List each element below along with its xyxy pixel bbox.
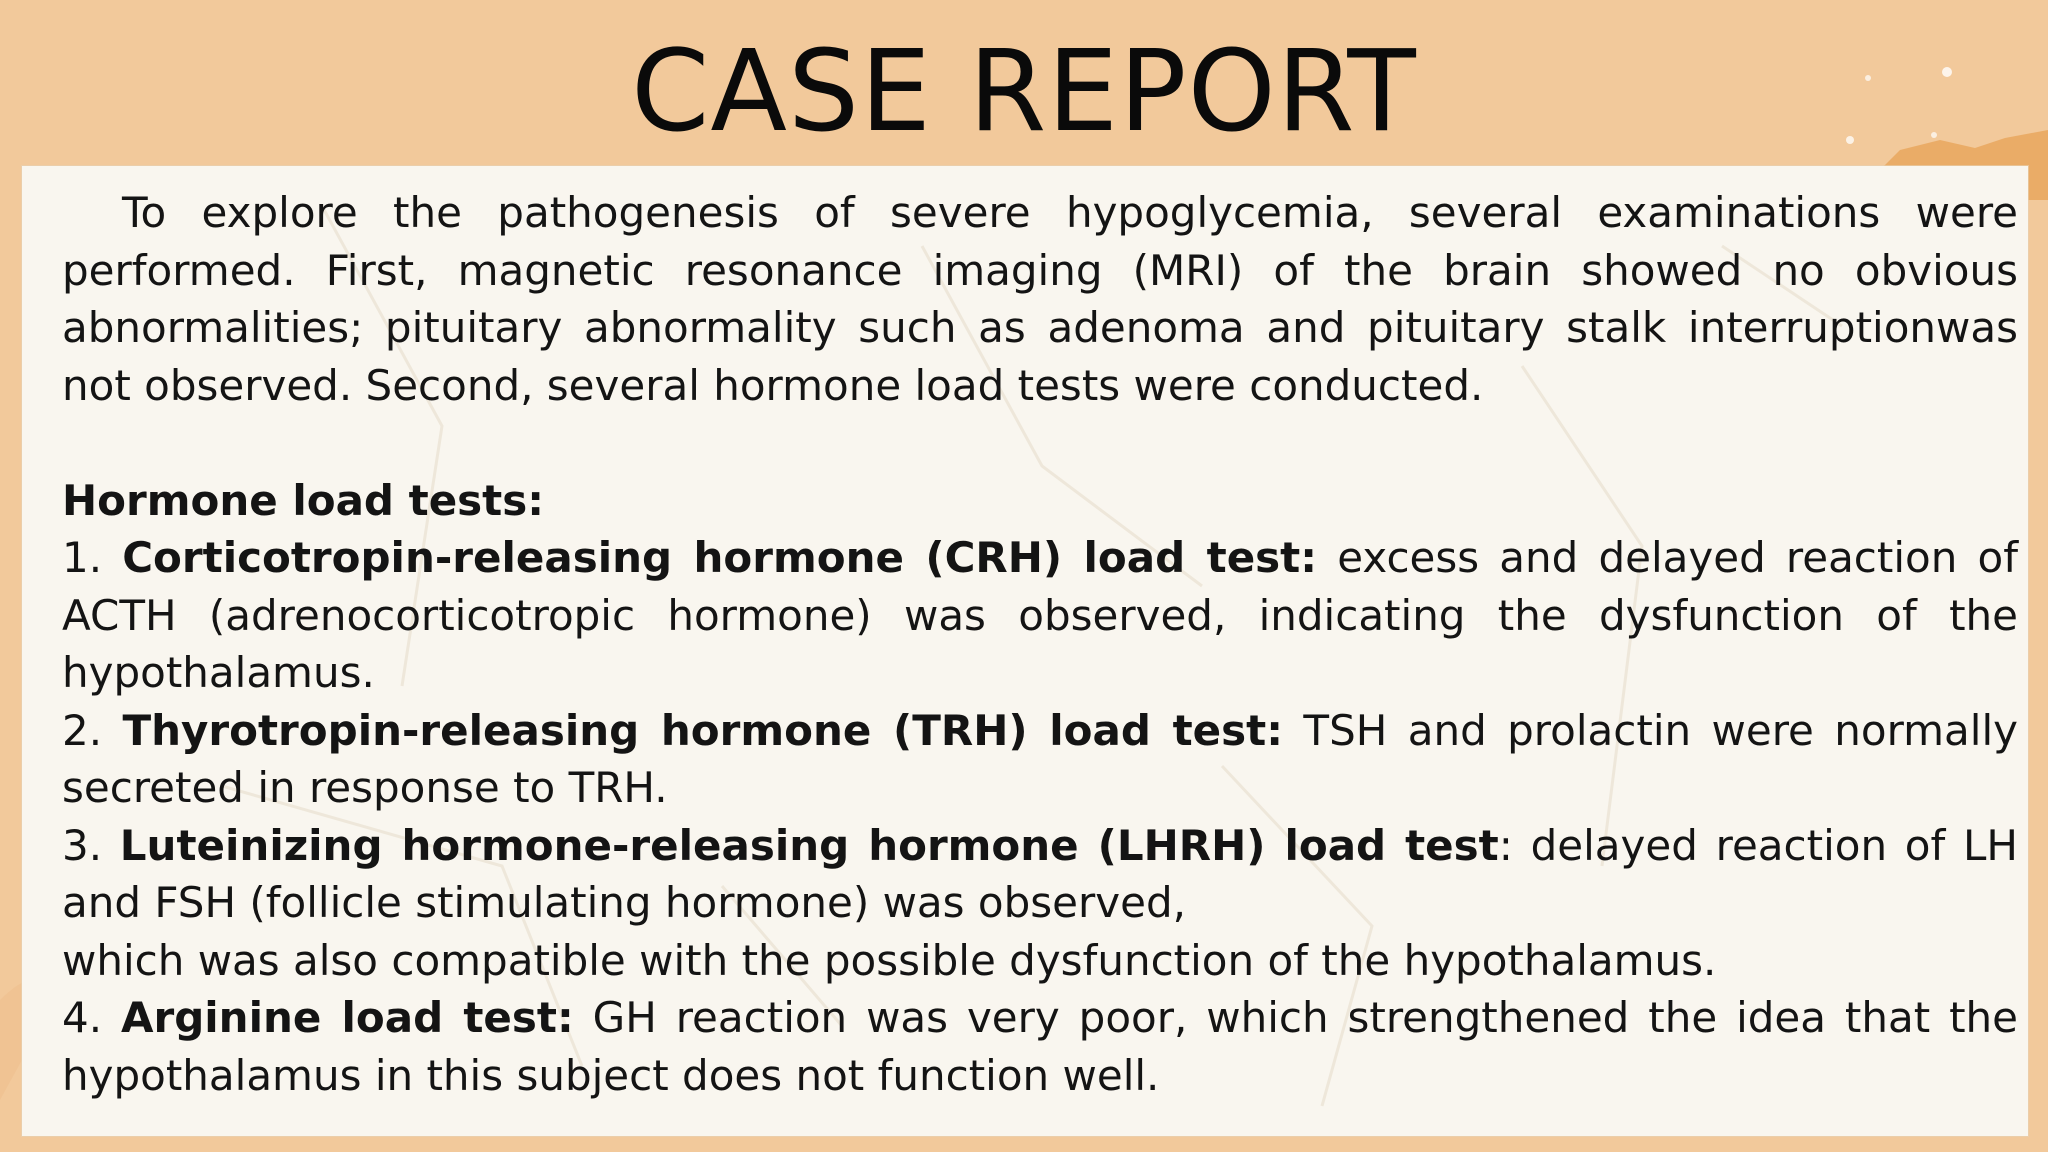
test-result: GH reaction was very poor, which strengthened the idea that the hypothalamus in this subject does not function well.: [62, 993, 2018, 1100]
test-name: Luteinizing hormone-releasing hormone (LHRH) load test: [119, 820, 1499, 870]
test-item-trh: [62, 702, 2018, 817]
test-number: 4.: [62, 993, 121, 1042]
tests-heading: Hormone load tests:: [62, 475, 545, 525]
page-title: CASE REPORT: [631, 27, 1417, 157]
test-name: Corticotropin-releasing hormone (CRH) load test:: [122, 533, 1318, 582]
test-item-crh: [62, 529, 2018, 702]
test-name: Thyrotropin-releasing hormone (TRH) load test:: [122, 705, 1284, 755]
paragraph-spacer: [62, 414, 2018, 472]
test-item-arginine: [62, 989, 2018, 1104]
case-report-body: [62, 184, 2018, 1104]
test-result: TSH and prolactin were normally secreted in response to TRH.: [62, 705, 2018, 812]
test-item-lhrh: [62, 817, 2018, 932]
test-name: Arginine load test:: [120, 993, 574, 1042]
test-result: : delayed reaction of LH and FSH (follicle stimulating hormone) was observed,: [62, 820, 2018, 927]
test-number: 3.: [62, 820, 120, 870]
test-item-lhrh-continued: which was also compatible with the possible dysfunction of the hypothalamus.: [62, 935, 1717, 985]
intro-paragraph: To explore the pathogenesis of severe hypoglycemia, several examinations were performed. First, magnetic resonance imaging (MRI) of the brain showed no obvious abnormalities; pituitary abnormality such as adenoma and pituitary stalk interruptionwas not observed. Second, several hormone load tests were conducted.: [62, 188, 2018, 410]
test-number: 2.: [62, 705, 123, 755]
test-result: excess and delayed reaction of ACTH (adrenocorticotropic hormone) was observed, indicating the dysfunction of the hypothalamus.: [62, 533, 2018, 697]
content-panel: [22, 166, 2028, 1136]
test-number: 1.: [62, 533, 123, 582]
